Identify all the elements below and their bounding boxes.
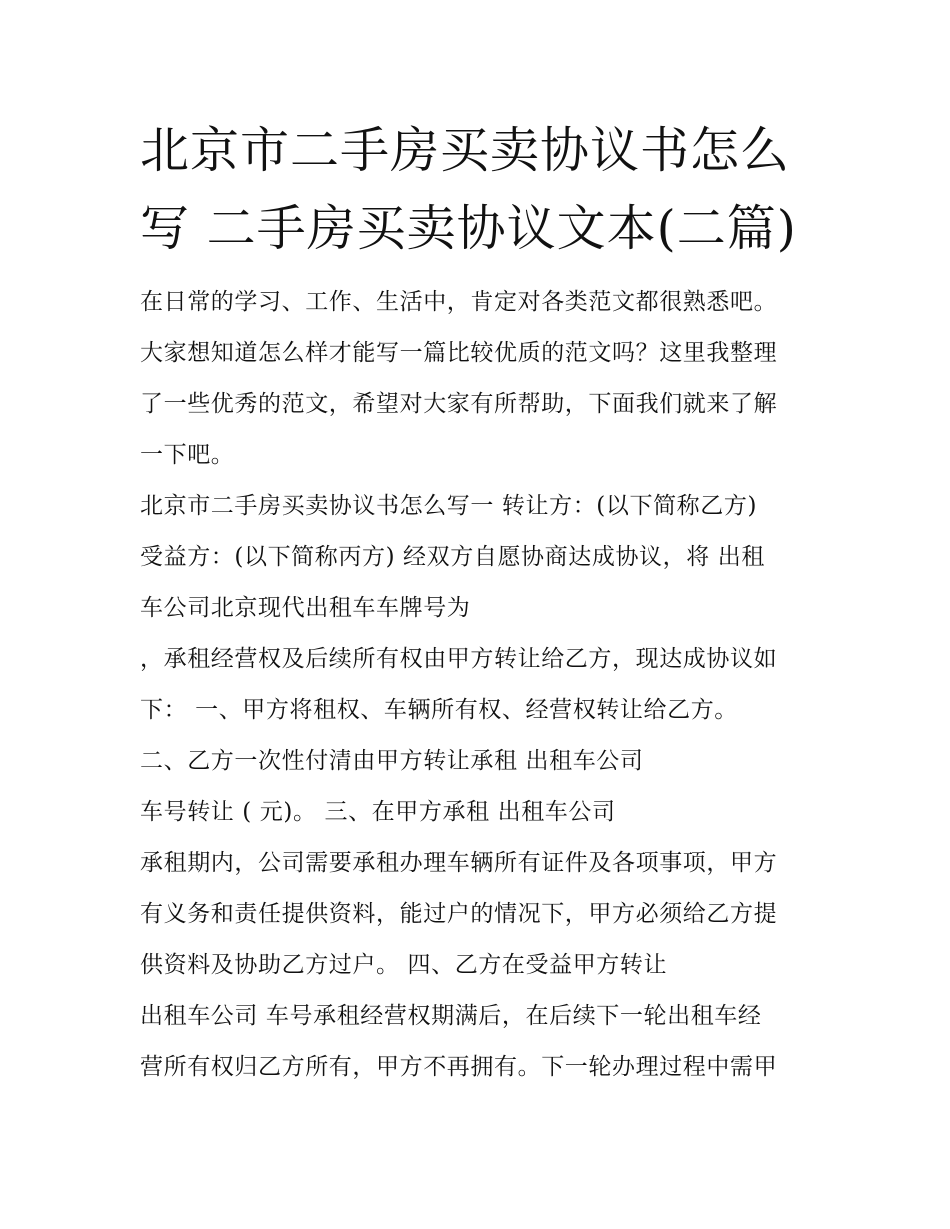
body-line: 下： 一、甲方将租权、车辆所有权、经营权转让给乙方。 (140, 697, 738, 723)
body-line: 车号转让 ( 元)。 三、在甲方承租 出租车公司 (140, 799, 616, 825)
body-line: 北京市二手房买卖协议书怎么写一 转让方：(以下简称乙方) (140, 493, 758, 519)
body-line: 在日常的学习、工作、生活中，肯定对各类范文都很熟悉吧。 (140, 289, 778, 315)
title-line-2: 写 二手房买卖协议文本(二篇) (140, 200, 797, 257)
body-line: 二、乙方一次性付清由甲方转让承租 出租车公司 (140, 748, 644, 774)
body-line: 一下吧。 (140, 442, 235, 468)
body-line: 有义务和责任提供资料，能过户的情况下，甲方必须给乙方提 (140, 901, 778, 927)
document-body (140, 277, 830, 1093)
body-line: 营所有权归乙方所有，甲方不再拥有。下一轮办理过程中需甲 (140, 1054, 778, 1080)
body-line: 大家想知道怎么样才能写一篇比较优质的范文吗？这里我整理 (140, 340, 778, 366)
body-line: ，承租经营权及后续所有权由甲方转让给乙方，现达成协议如 (140, 646, 778, 672)
body-line: 受益方：(以下简称丙方) 经双方自愿协商达成协议，将 出租 (140, 544, 765, 570)
body-line: 了一些优秀的范文，希望对大家有所帮助，下面我们就来了解 (140, 391, 778, 417)
title-line-1: 北京市二手房买卖协议书怎么 (140, 122, 791, 179)
body-line: 出租车公司 车号承租经营权期满后，在后续下一轮出租车经 (140, 1003, 762, 1029)
body-line: 车公司北京现代出租车车牌号为 (140, 595, 471, 621)
body-line: 供资料及协助乙方过户。 四、乙方在受益甲方转让 (140, 952, 668, 978)
document-title (140, 112, 830, 268)
body-line: 承租期内，公司需要承租办理车辆所有证件及各项事项，甲方 (140, 850, 778, 876)
